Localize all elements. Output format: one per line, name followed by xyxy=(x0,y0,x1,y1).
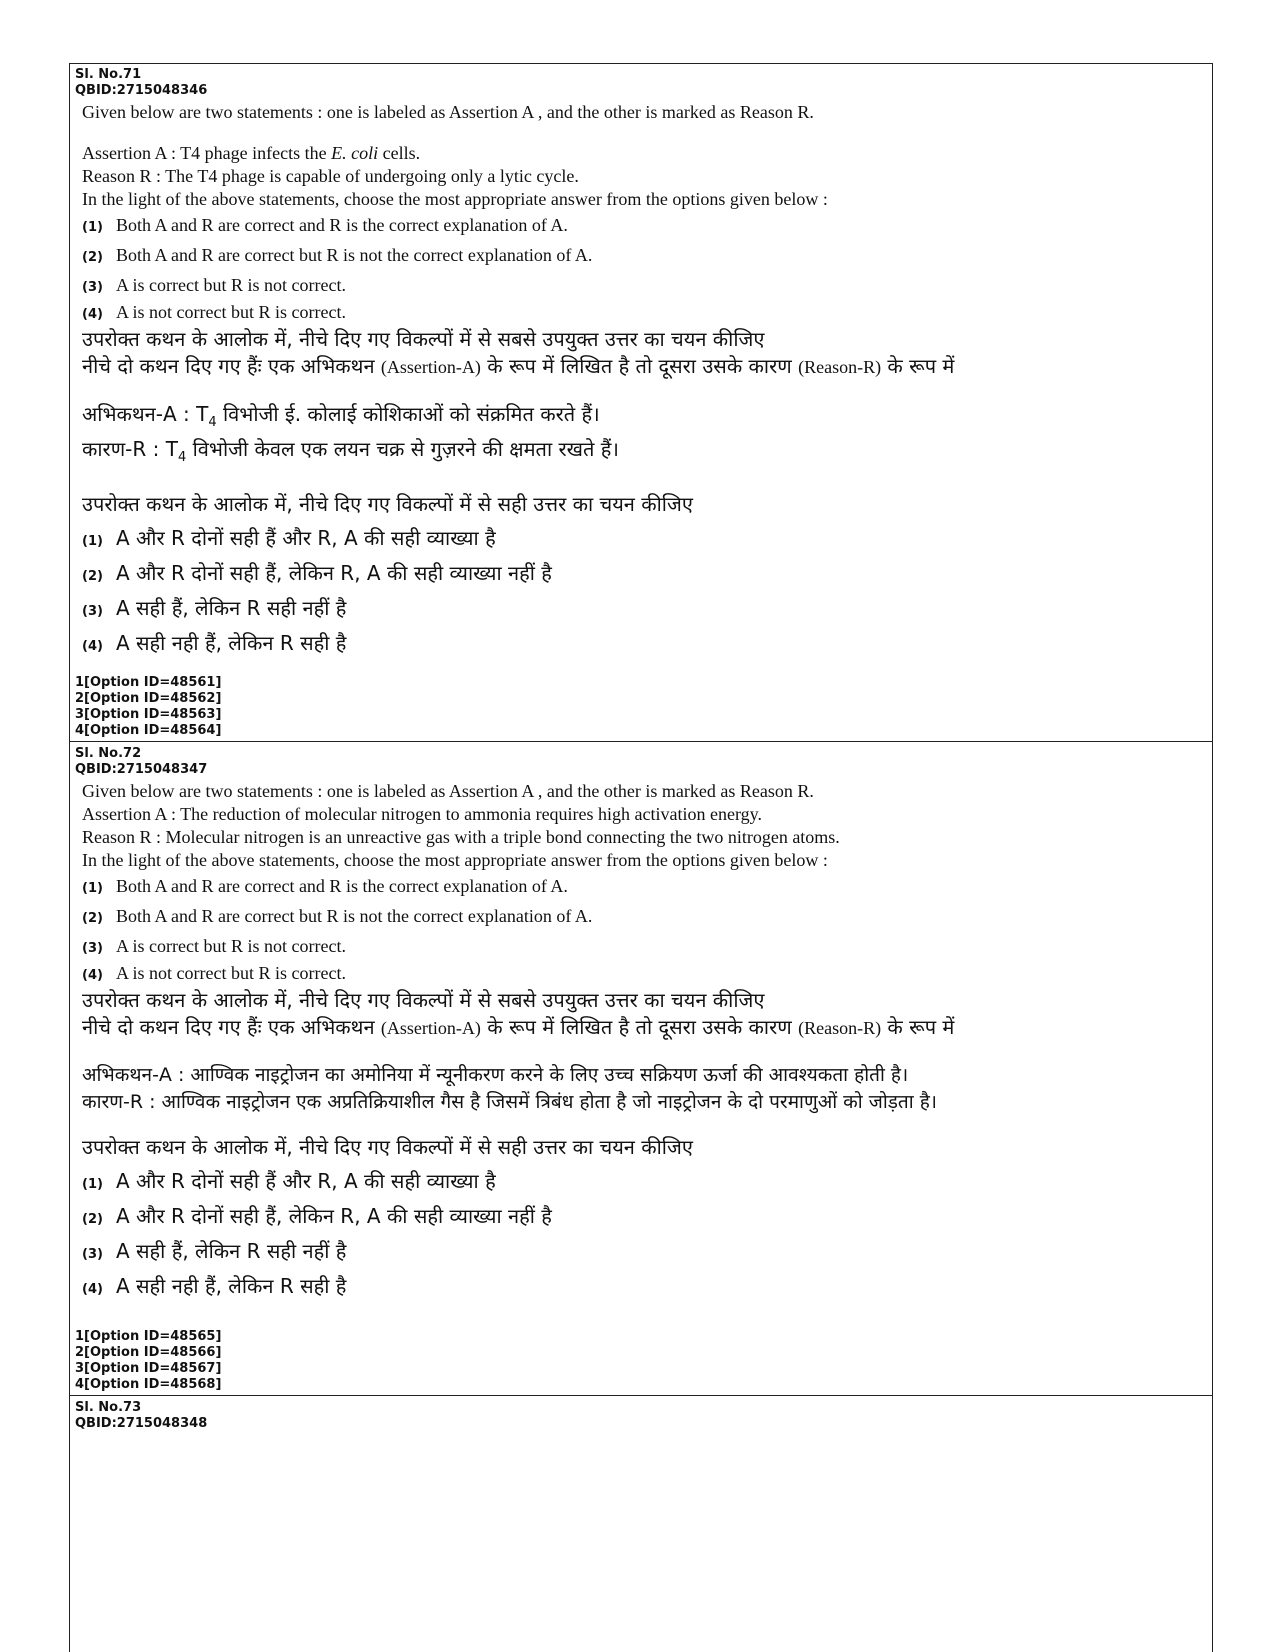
option-id-3: 3[Option ID=48563] xyxy=(75,707,222,722)
option-id-2: 2[Option ID=48566] xyxy=(75,1345,222,1360)
hindi-reason: कारण-R : $T_4$ विभोजी केवल एक लयन चक्र से गुज़रने की क्षमता रखते हैं। xyxy=(82,437,619,465)
question-intro: Given below are two statements : one is labeled as Assertion A , and the other is marked as Reason R. xyxy=(82,781,814,801)
hindi-intro: नीचे दो कथन दिए गए हैंः एक अभिकथन (Assertion-A) के रूप में लिखित है तो दूसरा उसके कारण (Reason-R) के रूप में xyxy=(82,1015,955,1039)
hindi-reason: कारण-R : आण्विक नाइट्रोजन एक अप्रतिक्रियाशील गैस है जिसमें त्रिबंध होता है जो नाइट्रोजन के दो परमाणुओं को जोड़ता है। xyxy=(82,1091,937,1113)
qbid: QBID:2715048348 xyxy=(75,1416,208,1431)
reason-text: Reason R : Molecular nitrogen is an unreactive gas with a triple bond connecting the two nitrogen atoms. xyxy=(82,827,840,847)
option-1: (1) Both A and R are correct and R is the correct explanation of A. xyxy=(82,876,568,896)
option-2: (2) Both A and R are correct but R is not the correct explanation of A. xyxy=(82,906,593,926)
option-hindi-4: (4) A सही नही हैं, लेकिन R सही है xyxy=(82,1274,347,1298)
option-id-4: 4[Option ID=48568] xyxy=(75,1377,222,1392)
hindi-instruction-top: उपरोक्त कथन के आलोक में, नीचे दिए गए विकल्पों में से सबसे उपयुक्त उत्तर का चयन कीजिए xyxy=(82,327,765,351)
qbid: QBID:2715048346 xyxy=(75,83,208,98)
question-73 xyxy=(70,1400,1212,1432)
hindi-instruction: उपरोक्त कथन के आलोक में, नीचे दिए गए विकल्पों में से सही उत्तर का चयन कीजिए xyxy=(82,1135,693,1159)
question-71 xyxy=(70,67,1212,664)
option-3: (3) A is correct but R is not correct. xyxy=(82,936,346,956)
options-hindi xyxy=(70,1167,1212,1307)
option-hindi-2: (2) A और R दोनों सही हैं, लेकिन R, A की सही व्याख्या नहीं है xyxy=(82,1204,552,1228)
option-1: (1) Both A and R are correct and R is the correct explanation of A. xyxy=(82,215,568,235)
option-hindi-3: (3) A सही हैं, लेकिन R सही नहीं है xyxy=(82,596,347,620)
serial-number: Sl. No.71 xyxy=(75,67,142,82)
option-hindi-1: (1) A और R दोनों सही हैं और R, A की सही व्याख्या है xyxy=(82,526,496,550)
question-divider xyxy=(70,1395,1212,1396)
option-id-1: 1[Option ID=48565] xyxy=(75,1329,222,1344)
option-hindi-4: (4) A सही नही हैं, लेकिन R सही है xyxy=(82,631,347,655)
option-ids-72 xyxy=(70,1329,1212,1393)
hindi-assertion: अभिकथन-A : आण्विक नाइट्रोजन का अमोनिया में न्यूनीकरण करने के लिए उच्च सक्रियण ऊर्जा की आवश्यकता होती है। xyxy=(82,1064,909,1086)
options-hindi xyxy=(70,524,1212,664)
assertion-text: Assertion A : T4 phage infects the E. coli cells. xyxy=(82,143,421,163)
options-english xyxy=(70,876,1212,987)
option-3: (3) A is correct but R is not correct. xyxy=(82,275,346,295)
instruction-text: In the light of the above statements, choose the most appropriate answer from the options given below : xyxy=(82,850,828,870)
reason-text: Reason R : The T4 phage is capable of undergoing only a lytic cycle. xyxy=(82,166,579,186)
option-id-3: 3[Option ID=48567] xyxy=(75,1361,222,1376)
qbid: QBID:2715048347 xyxy=(75,762,208,777)
instruction-text: In the light of the above statements, choose the most appropriate answer from the options given below : xyxy=(82,189,828,209)
option-4: (4) A is not correct but R is correct. xyxy=(82,302,346,322)
question-divider xyxy=(70,741,1212,742)
question-intro: Given below are two statements : one is labeled as Assertion A , and the other is marked as Reason R. xyxy=(82,102,814,122)
hindi-assertion: अभिकथन-A : $T_4$ विभोजी ई. कोलाई कोशिकाओं को संक्रमित करते हैं। xyxy=(82,402,600,430)
option-hindi-2: (2) A और R दोनों सही हैं, लेकिन R, A की सही व्याख्या नहीं है xyxy=(82,561,552,585)
option-ids-71 xyxy=(70,675,1212,739)
options-english xyxy=(70,215,1212,326)
option-2: (2) Both A and R are correct but R is not the correct explanation of A. xyxy=(82,245,593,265)
hindi-intro: नीचे दो कथन दिए गए हैंः एक अभिकथन (Assertion-A) के रूप में लिखित है तो दूसरा उसके कारण (Reason-R) के रूप में xyxy=(82,354,955,378)
assertion-text: Assertion A : The reduction of molecular nitrogen to ammonia requires high activation energy. xyxy=(82,804,762,824)
option-hindi-1: (1) A और R दोनों सही हैं और R, A की सही व्याख्या है xyxy=(82,1169,496,1193)
option-id-4: 4[Option ID=48564] xyxy=(75,723,222,738)
hindi-instruction-top: उपरोक्त कथन के आलोक में, नीचे दिए गए विकल्पों में से सबसे उपयुक्त उत्तर का चयन कीजिए xyxy=(82,988,765,1012)
option-id-1: 1[Option ID=48561] xyxy=(75,675,222,690)
option-id-2: 2[Option ID=48562] xyxy=(75,691,222,706)
option-4: (4) A is not correct but R is correct. xyxy=(82,963,346,983)
option-hindi-3: (3) A सही हैं, लेकिन R सही नहीं है xyxy=(82,1239,347,1263)
question-paper-frame xyxy=(69,63,1213,1652)
hindi-instruction: उपरोक्त कथन के आलोक में, नीचे दिए गए विकल्पों में से सही उत्तर का चयन कीजिए xyxy=(82,492,693,516)
serial-number: Sl. No.72 xyxy=(75,746,142,761)
question-72 xyxy=(70,746,1212,1307)
serial-number: Sl. No.73 xyxy=(75,1400,142,1415)
